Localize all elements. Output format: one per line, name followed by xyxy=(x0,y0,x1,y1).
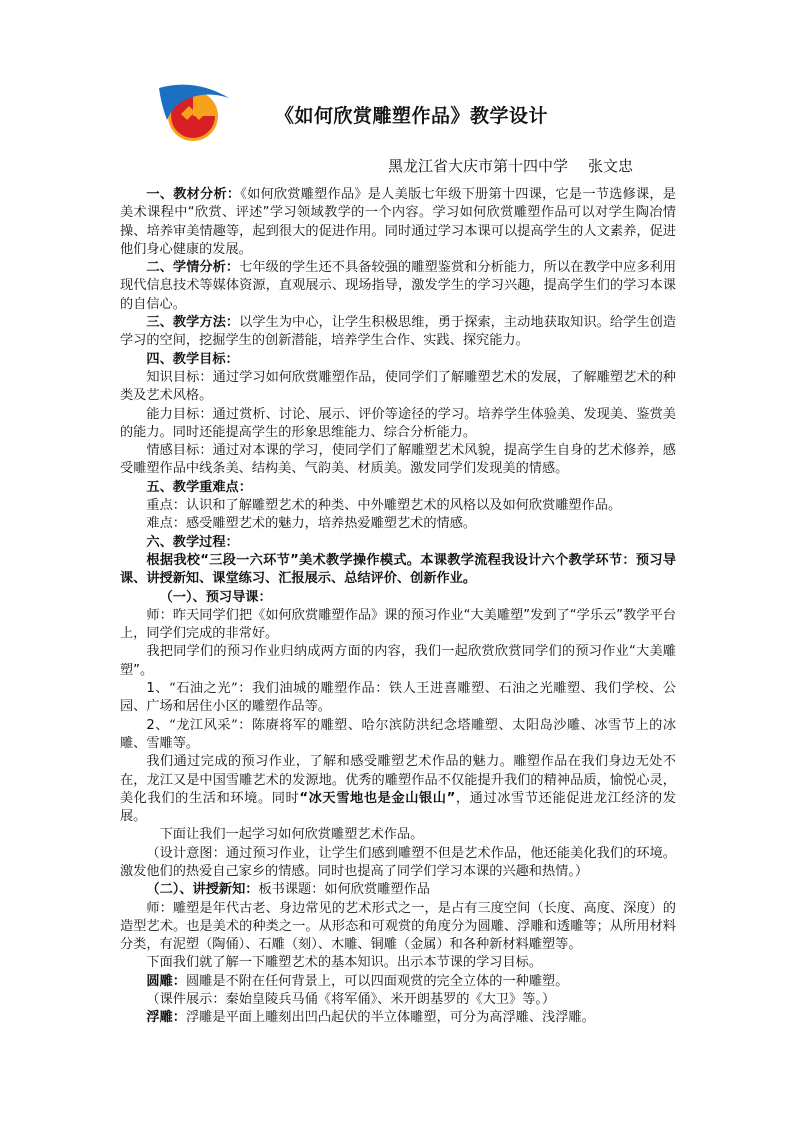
term-heading: 浮雕： xyxy=(146,1010,186,1026)
paragraph-text: （设计意图：通过预习作业，让学生们感到雕塑不但是艺术作品，他还能美化我们的环境。激发他们的热爱自己家乡的情感。同时也提高了同学们学习本课的兴趣和热情。） xyxy=(120,845,676,879)
school-name: 黑龙江省大庆市第十四中学 xyxy=(388,157,569,175)
subsection-heading: （一）、预习导课： xyxy=(159,589,272,605)
list-item: 2、“龙江风采”：陈赓将军的雕塑、哈尔滨防洪纪念塔雕塑、太阳岛沙雕、冰雪节上的冰雕、雪雕等。 xyxy=(120,717,677,751)
paragraph: 浮雕：浮雕是平面上雕刻出凹凸起伏的半立体雕塑，可分为高浮雕、浅浮雕。 xyxy=(146,1010,595,1026)
author-line xyxy=(388,155,633,176)
paragraph-text: 难点：感受雕塑艺术的魅力，培养热爱雕塑艺术的情感。 xyxy=(146,516,477,532)
author-name: 张文忠 xyxy=(588,157,634,175)
section-heading: 六、教学过程： xyxy=(146,534,239,550)
section-heading: 三、教学方法： xyxy=(146,315,240,331)
term-heading: 圆雕： xyxy=(146,973,186,989)
paragraph-text: 师：昨天同学们把《如何欣赏雕塑作品》课的预习作业“大美雕塑”发到了“学乐云”教学平台上，同学们完成的非常好。 xyxy=(120,607,676,642)
paragraph-text: 情感目标：通过对本课的学习，使同学们了解雕塑艺术风貌，提高学生自身的艺术修养，感受雕塑作品中线条美、结构美、气韵美、材质美。激发同学们发现美的情感。 xyxy=(120,443,676,477)
paragraph-text: 下面让我们一起学习如何欣赏雕塑艺术作品。 xyxy=(159,827,424,843)
paragraph: 圆雕：圆雕是不附在任何背景上，可以四面观赏的完全立体的一种雕塑。 xyxy=(146,973,569,989)
paragraph-text: 七年级的学生还不具备较强的雕塑鉴赏和分析能力，所以在教学中应多利用现代信息技术等媒体资源，直观展示、现场指导，激发学生的学习兴趣，提高学生们的学习本课的自信心。 xyxy=(120,260,677,312)
emphasis-quote: “冰天雪地也是金山银山” xyxy=(299,790,456,806)
paragraph: 我们通过完成的预习作业，了解和感受雕塑艺术作品的魅力。雕塑作品在我们身边无处不在，龙江又是中国雪雕艺术的发源地。优秀的雕塑作品不仅能提升我们的精神品质，愉悦心灵，美化我们的生活和环境。同时“冰天雪地也是金山银山”，通过冰雪节还能促进龙江经济的发展。 xyxy=(120,754,677,825)
school-logo-icon xyxy=(155,80,235,146)
section-heading: 四、教学目标： xyxy=(146,351,239,367)
paragraph-text: 根据我校“三段一六环节”美术教学操作模式。本课教学流程我设计六个教学环节：预习导课、讲授新知、课堂练习、汇报展示、总结评价、创新作业。 xyxy=(120,552,676,587)
list-item-title: “石油之光” xyxy=(168,681,238,697)
section-heading: 二、学情分析： xyxy=(146,260,240,276)
document-title: 《如何欣赏雕塑作品》教学设计 xyxy=(275,105,549,127)
paragraph-text: 重点：认识和了解雕塑艺术的种类、中外雕塑艺术的风格以及如何欣赏雕塑作品。 xyxy=(146,498,622,514)
section-heading: 五、教学重难点： xyxy=(146,479,252,495)
section-heading: 一、教材分析： xyxy=(146,187,241,202)
list-item-title: “龙江风采” xyxy=(168,717,238,733)
paragraph-text: 《如何欣赏雕塑作品》是人美版七年级下册第十四课，它是一节选修课，是美术课程中“欣赏、评述”学习领域教学的一个内容。学习如何欣赏雕塑作品可以对学生陶冶情操、培养审美情趣等，起到很大的促进作用。同时通过学习本课可以提高学生的人文素养，促进他们身心健康的发展。 xyxy=(120,187,676,257)
paragraph-text: 能力目标：通过赏析、讨论、展示、评价等途径的学习。培养学生体验美、发现美、鉴赏美的能力。同时还能提高学生的形象思维能力、综合分析能力。 xyxy=(120,406,676,440)
paragraph-text: 下面我们就了解一下雕塑艺术的基本知识。出示本节课的学习目标。 xyxy=(146,955,543,971)
board-title: 板书课题：如何欣赏雕塑作品 xyxy=(258,882,430,898)
paragraph-text: 以学生为中心，让学生积极思维，勇于探索，主动地获取知识。给学生创造学习的空间，挖掘学生的创新潜能，培养学生合作、实践、探究能力。 xyxy=(120,315,677,349)
paragraph-text: 我把同学们的预习作业归纳成两方面的内容，我们一起欣赏欣赏同学们的预习作业“大美雕塑”。 xyxy=(120,644,676,678)
paragraph-text: 师：雕塑是年代古老、身边常见的艺术形式之一，是占有三度空间（长度、高度、深度）的造型艺术。也是美术的种类之一。从形态和可观赏的角度分为圆雕、浮雕和透雕等；从所用材料分类，有泥塑（陶俑）、石雕（刻）、木雕、铜雕（金属）和各种新材料雕塑等。 xyxy=(120,900,676,953)
list-item: 1、“石油之光”：我们油城的雕塑作品：铁人王进喜雕塑、石油之光雕塑、我们学校、公园、广场和居住小区的雕塑作品等。 xyxy=(120,681,677,715)
paragraph xyxy=(120,259,676,314)
paragraph xyxy=(120,881,676,899)
paragraph xyxy=(120,186,676,259)
paragraph xyxy=(120,314,676,351)
subsection-heading: （二）、讲授新知： xyxy=(146,882,259,898)
document-body xyxy=(120,186,676,1028)
paragraph-text: （课件展示：秦始皇陵兵马俑《将军俑》、米开朗基罗的《大卫》等。） xyxy=(146,992,556,1008)
paragraph-text: 知识目标：通过学习如何欣赏雕塑作品，使同学们了解雕塑艺术的发展，了解雕塑艺术的种类及艺术风格。 xyxy=(120,369,676,404)
